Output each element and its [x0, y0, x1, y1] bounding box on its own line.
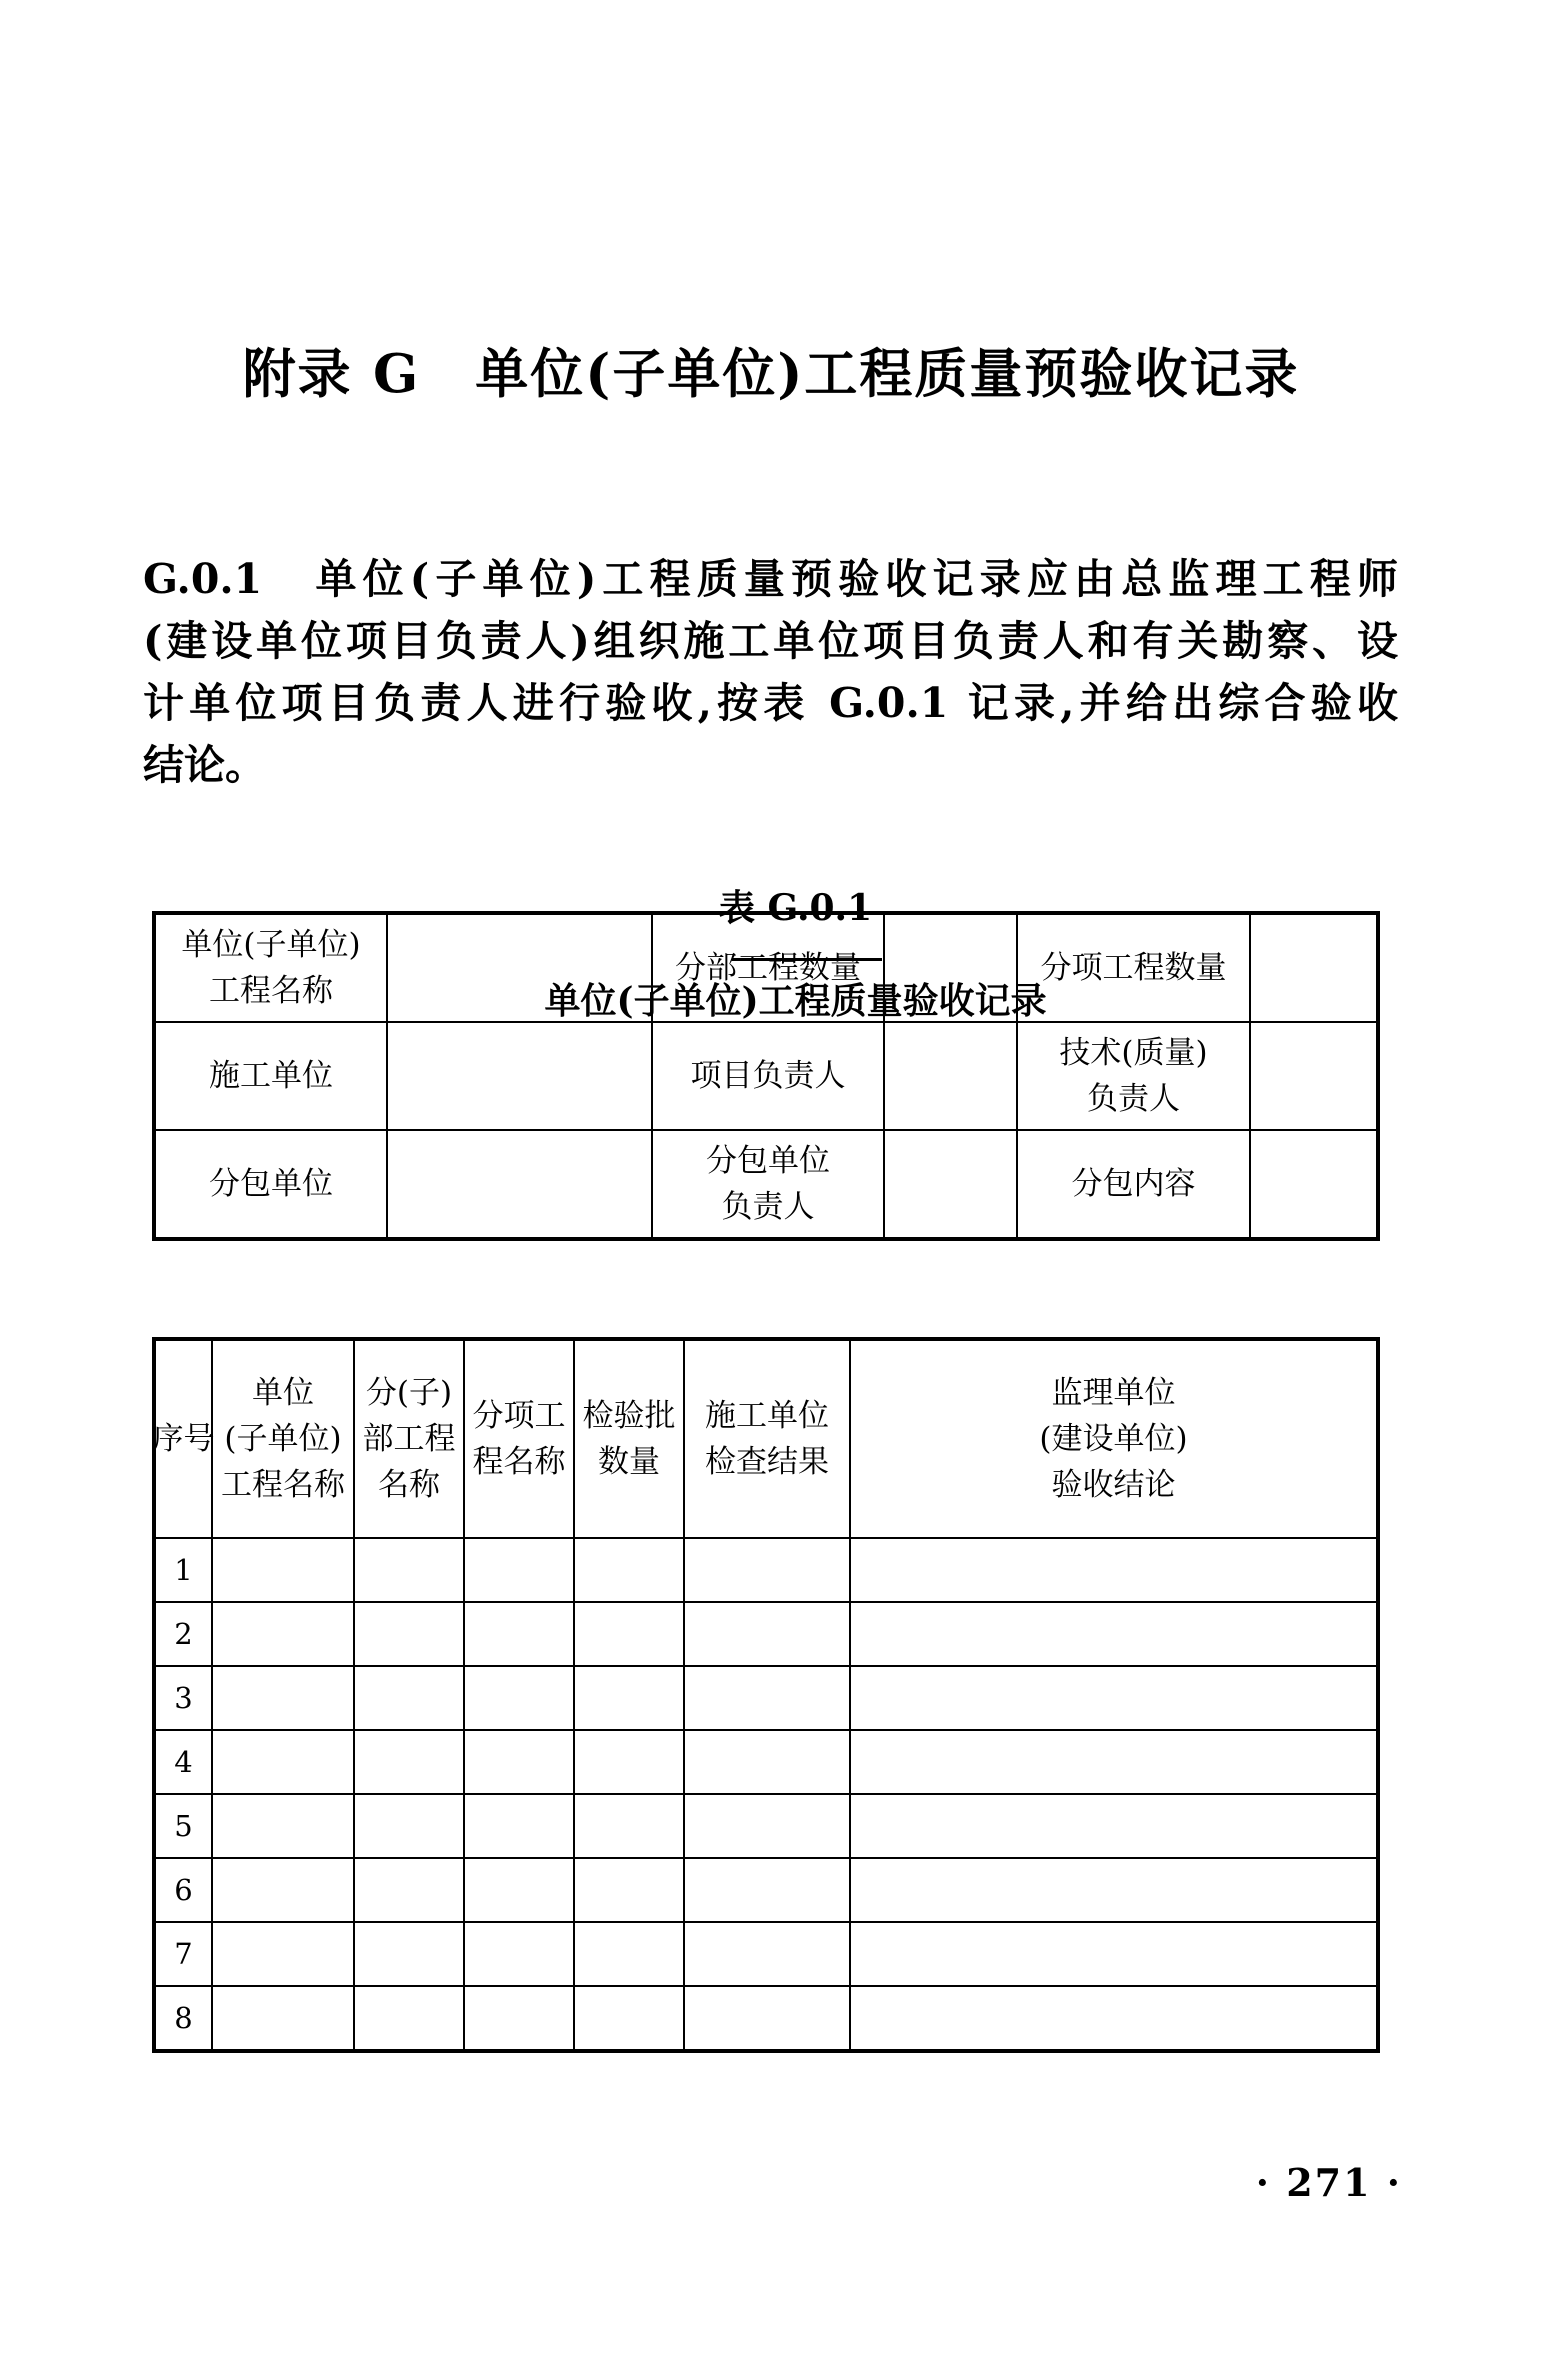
- clause-line-2: (建设单位项目负责人)组织施工单位项目负责人和有关勘察、设: [143, 617, 1398, 665]
- col-header-contractor-result: 施工单位 检查结果: [684, 1339, 850, 1538]
- info-label-division-count: 分部工程数量: [652, 913, 884, 1022]
- cell-unit-name[interactable]: [212, 1922, 354, 1986]
- row-seq: 7: [154, 1922, 212, 1986]
- info-label-unit-name: 单位(子单位) 工程名称: [154, 913, 387, 1022]
- row-seq: 6: [154, 1858, 212, 1922]
- cell-unit-name[interactable]: [212, 1794, 354, 1858]
- table-row: [154, 1130, 1378, 1239]
- cell-unit-name[interactable]: [212, 1858, 354, 1922]
- cell-lot-count[interactable]: [574, 1922, 684, 1986]
- cell-subitem-name[interactable]: [464, 1730, 574, 1794]
- cell-contractor-result[interactable]: [684, 1538, 850, 1602]
- cell-contractor-result[interactable]: [684, 1794, 850, 1858]
- info-value-subcontractor-manager[interactable]: [884, 1130, 1017, 1239]
- cell-supervisor-conclusion[interactable]: [850, 1858, 1378, 1922]
- table-row: [154, 1794, 1378, 1858]
- row-seq: 5: [154, 1794, 212, 1858]
- table-row: [154, 1858, 1378, 1922]
- col-header-seq: 序号: [154, 1339, 212, 1538]
- col-header-lot-count: 检验批 数量: [574, 1339, 684, 1538]
- project-info-table: [152, 911, 1380, 1241]
- row-seq: 2: [154, 1602, 212, 1666]
- info-value-subitem-count[interactable]: [1250, 913, 1378, 1022]
- cell-unit-name[interactable]: [212, 1602, 354, 1666]
- cell-subitem-name[interactable]: [464, 1538, 574, 1602]
- inspection-detail-table: [152, 1337, 1380, 2053]
- cell-lot-count[interactable]: [574, 1602, 684, 1666]
- info-label-subcontractor-manager: 分包单位 负责人: [652, 1130, 884, 1239]
- cell-unit-name[interactable]: [212, 1538, 354, 1602]
- col-header-subitem-name: 分项工 程名称: [464, 1339, 574, 1538]
- cell-lot-count[interactable]: [574, 1986, 684, 2051]
- info-value-division-count[interactable]: [884, 913, 1017, 1022]
- table-row: [154, 1022, 1378, 1130]
- cell-supervisor-conclusion[interactable]: [850, 1602, 1378, 1666]
- cell-division-name[interactable]: [354, 1986, 464, 2051]
- col-header-division-name: 分(子) 部工程 名称: [354, 1339, 464, 1538]
- info-value-subcontractor[interactable]: [387, 1130, 652, 1239]
- table-row: [154, 1602, 1378, 1666]
- cell-supervisor-conclusion[interactable]: [850, 1666, 1378, 1730]
- cell-supervisor-conclusion[interactable]: [850, 1730, 1378, 1794]
- cell-contractor-result[interactable]: [684, 1666, 850, 1730]
- row-seq: 3: [154, 1666, 212, 1730]
- cell-subitem-name[interactable]: [464, 1922, 574, 1986]
- cell-supervisor-conclusion[interactable]: [850, 1986, 1378, 2051]
- table-row: [154, 1922, 1378, 1986]
- cell-unit-name[interactable]: [212, 1986, 354, 2051]
- cell-division-name[interactable]: [354, 1538, 464, 1602]
- info-value-quality-manager[interactable]: [1250, 1022, 1378, 1130]
- cell-division-name[interactable]: [354, 1922, 464, 1986]
- cell-subitem-name[interactable]: [464, 1602, 574, 1666]
- cell-division-name[interactable]: [354, 1858, 464, 1922]
- table-row: [154, 1666, 1378, 1730]
- cell-subitem-name[interactable]: [464, 1794, 574, 1858]
- cell-contractor-result[interactable]: [684, 1922, 850, 1986]
- cell-lot-count[interactable]: [574, 1538, 684, 1602]
- info-value-subcontract-scope[interactable]: [1250, 1130, 1378, 1239]
- page-title: 附录 G 单位(子单位)工程质量预验收记录: [242, 343, 1300, 405]
- page-number: · 271 ·: [1255, 2160, 1402, 2205]
- table-header-row: [154, 1339, 1378, 1538]
- table-row: [154, 1730, 1378, 1794]
- info-label-subcontractor: 分包单位: [154, 1130, 387, 1239]
- cell-supervisor-conclusion[interactable]: [850, 1538, 1378, 1602]
- cell-division-name[interactable]: [354, 1730, 464, 1794]
- clause-paragraph: [143, 548, 1398, 796]
- table-row: [154, 1538, 1378, 1602]
- cell-lot-count[interactable]: [574, 1794, 684, 1858]
- col-header-unit-name: 单位 (子单位) 工程名称: [212, 1339, 354, 1538]
- info-label-subitem-count: 分项工程数量: [1017, 913, 1250, 1022]
- cell-lot-count[interactable]: [574, 1730, 684, 1794]
- info-label-subcontract-scope: 分包内容: [1017, 1130, 1250, 1239]
- cell-supervisor-conclusion[interactable]: [850, 1794, 1378, 1858]
- info-label-project-manager: 项目负责人: [652, 1022, 884, 1130]
- cell-subitem-name[interactable]: [464, 1666, 574, 1730]
- cell-division-name[interactable]: [354, 1666, 464, 1730]
- info-value-project-manager[interactable]: [884, 1022, 1017, 1130]
- cell-contractor-result[interactable]: [684, 1730, 850, 1794]
- cell-division-name[interactable]: [354, 1602, 464, 1666]
- info-label-quality-manager: 技术(质量) 负责人: [1017, 1022, 1250, 1130]
- cell-contractor-result[interactable]: [684, 1986, 850, 2051]
- row-seq: 4: [154, 1730, 212, 1794]
- cell-lot-count[interactable]: [574, 1858, 684, 1922]
- info-value-construction-unit[interactable]: [387, 1022, 652, 1130]
- clause-line-3: 计单位项目负责人进行验收,按表 G.0.1 记录,并给出综合验收: [143, 679, 1398, 727]
- clause-line-4: 结论。: [143, 741, 266, 789]
- cell-subitem-name[interactable]: [464, 1858, 574, 1922]
- cell-unit-name[interactable]: [212, 1730, 354, 1794]
- cell-contractor-result[interactable]: [684, 1858, 850, 1922]
- cell-contractor-result[interactable]: [684, 1602, 850, 1666]
- cell-subitem-name[interactable]: [464, 1986, 574, 2051]
- cell-supervisor-conclusion[interactable]: [850, 1922, 1378, 1986]
- info-value-unit-name[interactable]: [387, 913, 652, 1022]
- cell-lot-count[interactable]: [574, 1666, 684, 1730]
- table-row: [154, 913, 1378, 1022]
- table-row: [154, 1986, 1378, 2051]
- info-label-construction-unit: 施工单位: [154, 1022, 387, 1130]
- cell-unit-name[interactable]: [212, 1666, 354, 1730]
- col-header-supervisor-conclusion: 监理单位 (建设单位) 验收结论: [850, 1339, 1378, 1538]
- row-seq: 8: [154, 1986, 212, 2051]
- table-caption-suffix: 单位(子单位)工程质量验收记录: [544, 980, 1047, 1022]
- row-seq: 1: [154, 1538, 212, 1602]
- table-caption-prefix: 表 G.0.1: [718, 887, 873, 929]
- cell-division-name[interactable]: [354, 1794, 464, 1858]
- clause-line-1: G.0.1 单位(子单位)工程质量预验收记录应由总监理工程师: [143, 555, 1398, 603]
